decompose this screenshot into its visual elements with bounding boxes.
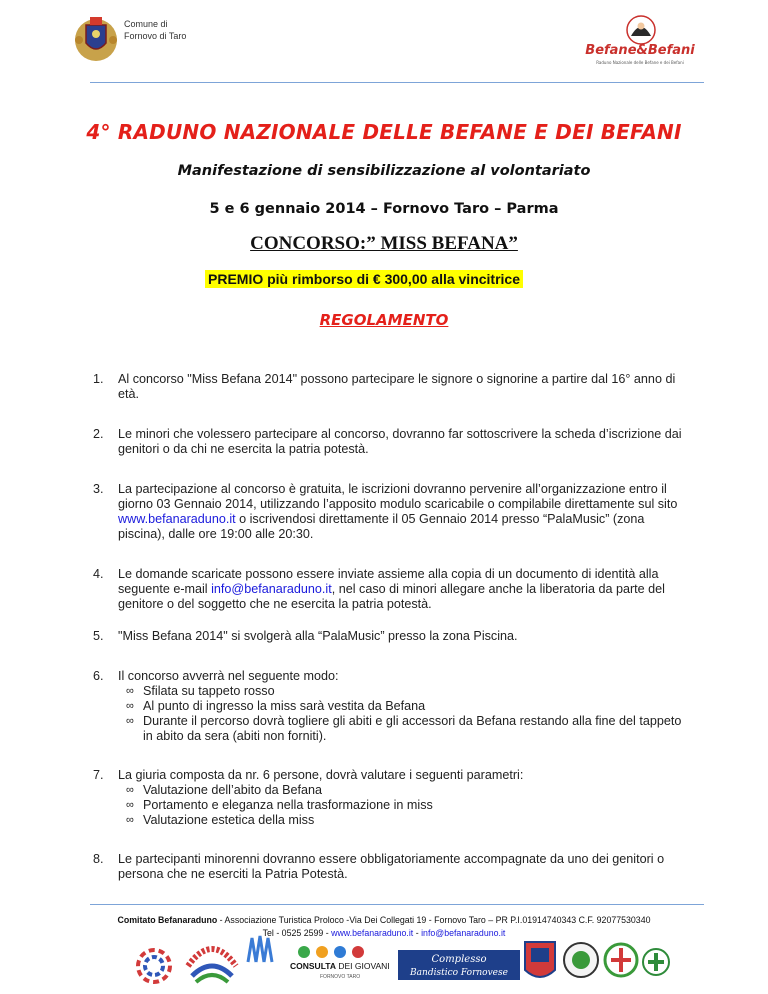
comune-line1: Comune di	[124, 19, 168, 29]
infinity-bullet-icon: ∞	[126, 685, 134, 697]
list-item: ∞ Portamento e eleganza nella trasformazione in miss	[126, 798, 433, 812]
rule-3	[93, 482, 685, 542]
rule-text: Al concorso "Miss Befana 2014" possono partecipare le signore o signorine a partire dal 16° anno di età.	[118, 372, 676, 401]
footer-email-link[interactable]: info@befanaraduno.it	[421, 928, 506, 938]
list-item: ∞ Durante il percorso dovrà togliere gli abiti e gli accessori da Befana restando alla fine del tappeto in abito da sera (abiti non forniti).	[126, 714, 682, 743]
list-item: ∞ Valutazione estetica della miss	[126, 813, 315, 827]
rule-text	[118, 482, 685, 542]
rule-8	[93, 852, 685, 882]
complesso-bandistico-logo	[398, 950, 520, 980]
rule-number: 2.	[93, 427, 104, 441]
list-item: ∞ Valutazione dell’abito da Befana	[126, 783, 323, 797]
rule-7	[93, 768, 685, 828]
page-title: 4° RADUNO NAZIONALE DELLE BEFANE E DEI BEFANI	[86, 120, 682, 144]
infinity-bullet-icon: ∞	[126, 784, 134, 796]
rule-number: 4.	[93, 567, 104, 581]
consulta-giovani-logo	[290, 944, 390, 984]
email-link[interactable]: info@befanaraduno.it	[211, 582, 332, 596]
consulta-subtext: FORNOVO TARO	[320, 974, 361, 980]
list-item: ∞ Sfilata su tappeto rosso	[126, 684, 275, 698]
complesso-text: Complesso	[431, 954, 487, 965]
footer-address: Comitato Befanaraduno - Associazione Turistica Proloco -Via Dei Collegati 19 - Fornovo Taro – PR P.I.01914740343 C.F. 92077530340	[117, 915, 651, 925]
hands-logo	[244, 932, 278, 964]
sports-club-logo	[562, 938, 600, 982]
infinity-bullet-icon: ∞	[126, 799, 134, 811]
club-badge-logo	[523, 940, 557, 984]
rule-5	[93, 629, 685, 644]
infinity-bullet-icon: ∞	[126, 814, 134, 826]
comune-crest-logo	[73, 13, 119, 63]
rule-2	[93, 427, 685, 457]
list-item: ∞ Al punto di ingresso la miss sarà vestita da Befana	[126, 699, 426, 713]
logo-subtext: Raduno Nazionale delle Befane e dei Befani	[596, 60, 684, 65]
comune-name	[124, 18, 186, 42]
footer-contacts: Tel - 0525 2599 - www.befanaraduno.it - info@befanaraduno.it	[262, 928, 506, 938]
rule-number: 5.	[93, 629, 104, 643]
rule-text	[118, 567, 685, 612]
contest-title: CONCORSO:” MISS BEFANA”	[250, 233, 518, 254]
website-link[interactable]: www.befanaraduno.it	[118, 512, 236, 526]
proloco-logo	[182, 936, 242, 986]
footer-divider	[90, 904, 704, 905]
footer-org: Comitato Befanaraduno	[117, 915, 218, 925]
assistance-logo	[641, 942, 671, 982]
rule-text: "Miss Befana 2014" si svolgerà alla “PalaMusic” presso la zona Piscina.	[118, 629, 518, 643]
logo-text: Befane&Befani	[585, 43, 695, 58]
rule-text-part: Le domande scaricate possono essere inviate assieme alla copia di un documento di identità alla seguente e-mail	[118, 567, 659, 596]
rule-text-part: , nel caso di minori allegare anche la liberatoria da parte del genitore o del soggetto che ne esercita la patria potestà.	[118, 582, 665, 611]
rule-number: 7.	[93, 768, 104, 782]
subtitle: Manifestazione di sensibilizzazione al volontariato	[177, 163, 591, 179]
befane-befani-logo	[575, 12, 705, 68]
consulta-text: CONSULTA DEI GIOVANI	[290, 961, 390, 971]
rule-number: 3.	[93, 482, 104, 496]
rule-text: Le partecipanti minorenni dovranno essere obbligatoriamente accompagnate da uno dei genitori o persona che ne eserciti la Patria Potestà.	[118, 852, 665, 881]
rule-text: Il concorso avverrà nel seguente modo:	[118, 669, 339, 683]
association-logo	[603, 938, 639, 982]
infinity-bullet-icon: ∞	[126, 700, 134, 712]
comune-line2: Fornovo di Taro	[124, 31, 187, 41]
rule-6	[93, 669, 685, 744]
rule-number: 6.	[93, 669, 104, 683]
rule-1	[93, 372, 685, 402]
rule-4	[93, 567, 685, 612]
infinity-bullet-icon: ∞	[126, 715, 134, 727]
rule-number: 8.	[93, 852, 104, 866]
rule-text: La giuria composta da nr. 6 persone, dovrà valutare i seguenti parametri:	[118, 768, 524, 782]
rule-text-part: La partecipazione al concorso è gratuita, le iscrizioni dovranno pervenire all’organizzazione entro il giorno 03 Gennaio 2014, utilizzando l’apposito modulo scaricabile o compilabile direttamente sul sito	[118, 482, 678, 511]
rule-number: 1.	[93, 372, 104, 386]
volunteers-logo	[128, 944, 180, 986]
rule-text-part: o iscrivendosi direttamente il 05 Gennaio 2014 presso “PalaMusic” (zona piscina), dalle ore 19:00 alle 20:30.	[118, 512, 645, 541]
prize-highlight: PREMIO più rimborso di € 300,00 alla vincitrice	[205, 270, 523, 288]
footer-website-link[interactable]: www.befanaraduno.it	[331, 928, 414, 938]
bandistico-text: Bandistico Fornovese	[410, 968, 508, 978]
header-divider	[90, 82, 704, 83]
rule-text: Le minori che volessero partecipare al concorso, dovranno far sottoscrivere la scheda d’iscrizione dai genitori o da chi ne esercita la patria potestà.	[118, 427, 682, 456]
event-dates: 5 e 6 gennaio 2014 – Fornovo Taro – Parma	[209, 201, 559, 217]
regulations-heading: REGOLAMENTO	[319, 311, 449, 329]
